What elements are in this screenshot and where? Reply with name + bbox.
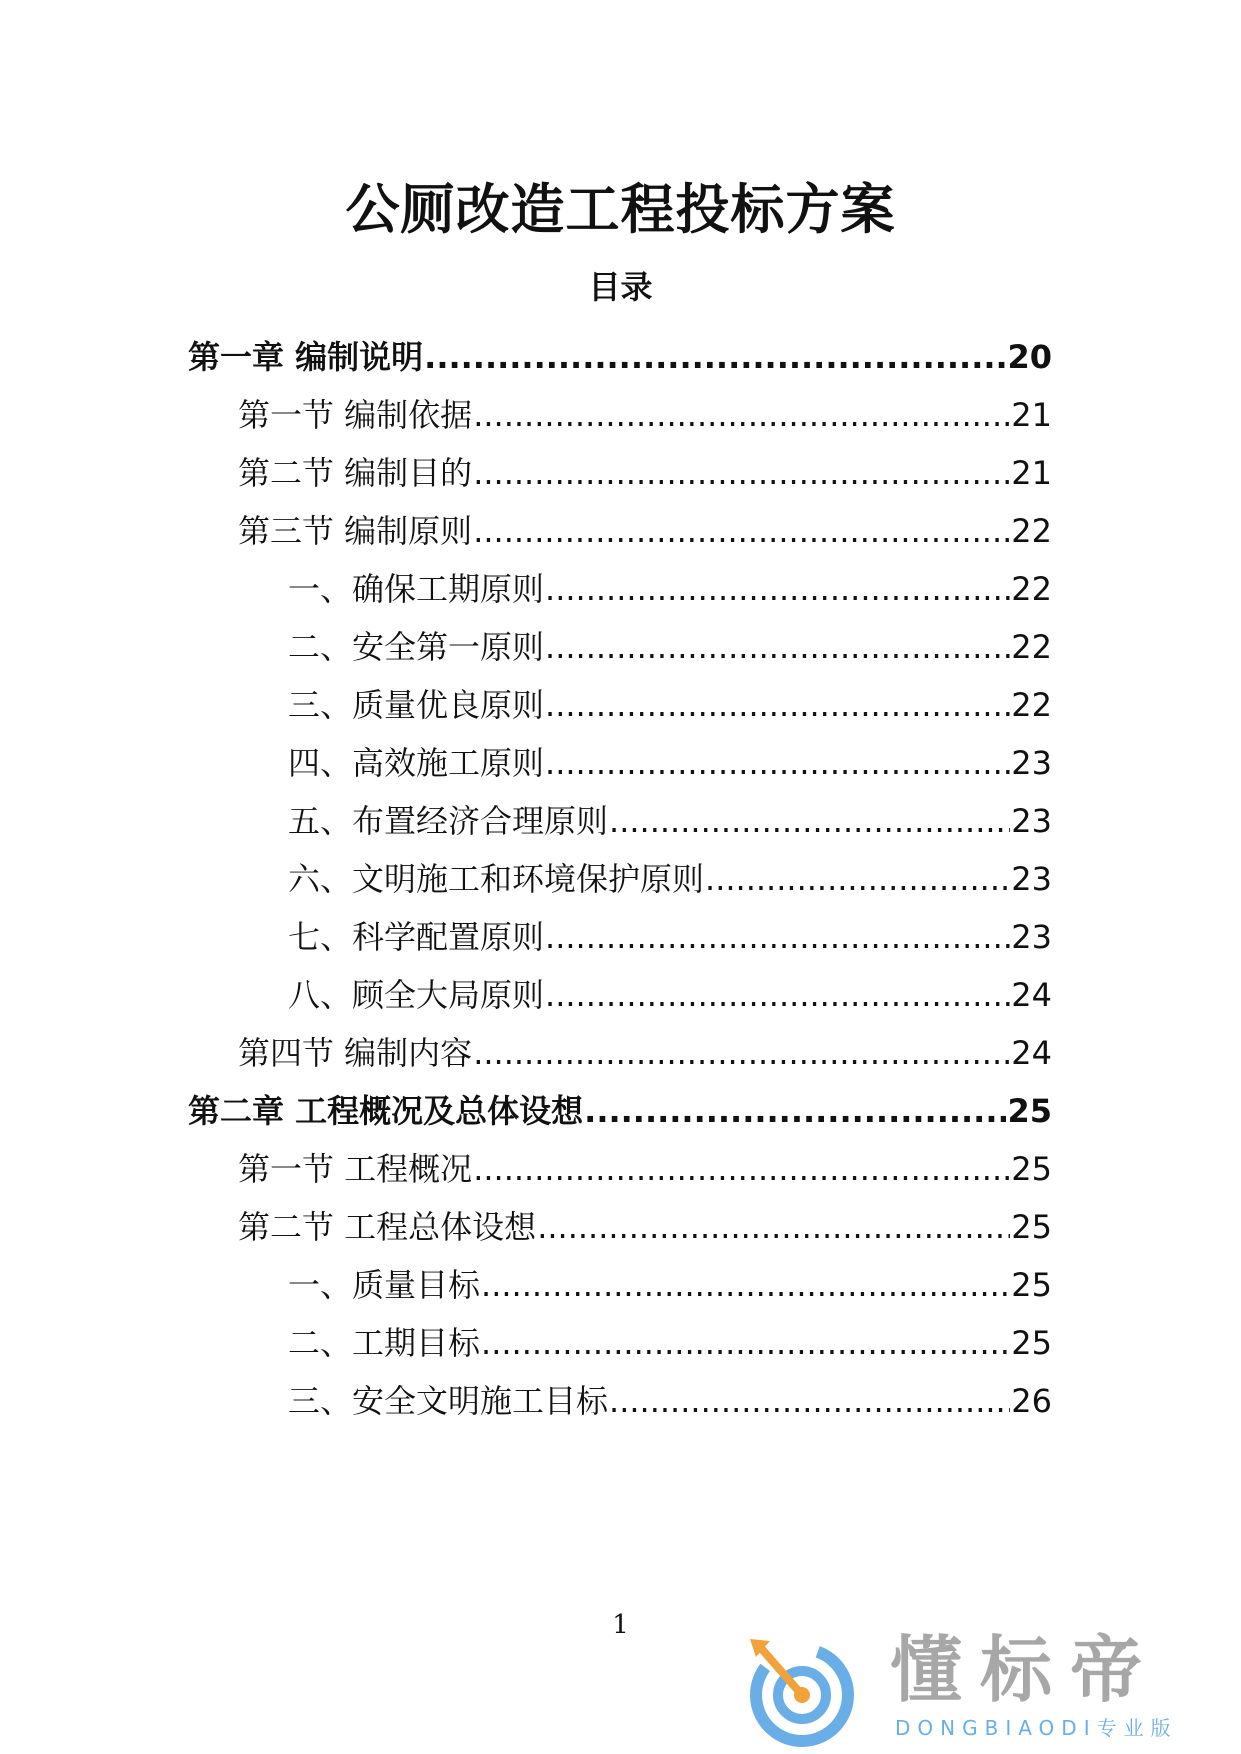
toc-entry-page: 21 [1011, 454, 1052, 492]
toc-entry-text: 二、工期目标 [288, 1324, 481, 1362]
toc-entry-text: 一、质量目标 [288, 1266, 481, 1304]
toc-entry[interactable] [238, 499, 1052, 563]
toc-entry-page: 25 [1011, 1324, 1052, 1362]
toc-entry-page: 23 [1011, 802, 1052, 840]
toc-entry-page: 23 [1011, 918, 1052, 956]
toc-entry-page: 22 [1011, 512, 1052, 550]
watermark-tagline: DONGBIAODI专业版 [895, 1716, 1178, 1740]
target-arrow-icon [740, 1625, 870, 1749]
toc-entry[interactable] [288, 1369, 1052, 1433]
toc-leader-dots [545, 615, 1010, 679]
toc-leader-dots [545, 731, 1010, 795]
document-title: 公厕改造工程投标方案 [345, 178, 896, 241]
toc-entry-page: 23 [1011, 744, 1052, 782]
toc-leader-dots [545, 557, 1010, 621]
toc-entry[interactable] [238, 1137, 1052, 1201]
watermark [740, 1625, 1220, 1749]
toc-entry-page: 22 [1011, 686, 1052, 724]
toc-leader-dots [584, 1079, 1006, 1143]
toc-entry-page: 25 [1007, 1092, 1052, 1130]
toc-leader-dots [473, 1021, 1010, 1085]
toc-leader-dots [473, 499, 1010, 563]
toc-entry[interactable] [288, 1311, 1052, 1375]
toc-entry[interactable] [238, 1195, 1052, 1259]
toc-entry[interactable] [288, 905, 1052, 969]
toc-entry-text: 第一节 编制依据 [238, 396, 473, 434]
toc-leader-dots [545, 905, 1010, 969]
toc-leader-dots [424, 325, 1006, 389]
toc-entry-page: 23 [1011, 860, 1052, 898]
toc-entry[interactable] [288, 789, 1052, 853]
toc-entry-page: 22 [1011, 570, 1052, 608]
toc-entry[interactable] [188, 1079, 1052, 1143]
toc-entry[interactable] [288, 557, 1052, 621]
toc-leader-dots [545, 673, 1010, 737]
toc-entry[interactable] [288, 673, 1052, 737]
toc-entry-page: 21 [1011, 396, 1052, 434]
toc-entry-page: 22 [1011, 628, 1052, 666]
toc-entry-page: 25 [1011, 1150, 1052, 1188]
toc-leader-dots [609, 789, 1010, 853]
toc-entry-text: 四、高效施工原则 [288, 744, 545, 782]
toc-heading: 目录 [588, 268, 653, 306]
toc-entry-page: 20 [1007, 338, 1052, 376]
toc-leader-dots [545, 963, 1010, 1027]
toc-entry-text: 五、布置经济合理原则 [288, 802, 609, 840]
toc-entry-text: 第二章 工程概况及总体设想 [188, 1092, 584, 1130]
toc-entry[interactable] [288, 731, 1052, 795]
toc-entry-text: 三、质量优良原则 [288, 686, 545, 724]
toc-entry-page: 24 [1011, 976, 1052, 1014]
toc-entry-page: 25 [1011, 1266, 1052, 1304]
page-number: 1 [612, 1610, 629, 1640]
toc-entry[interactable] [238, 441, 1052, 505]
toc-entry-text: 第一节 工程概况 [238, 1150, 473, 1188]
toc-entry-text: 二、安全第一原则 [288, 628, 545, 666]
toc-entry-page: 26 [1011, 1382, 1052, 1420]
toc-entry[interactable] [288, 847, 1052, 911]
toc-entry-text: 一、确保工期原则 [288, 570, 545, 608]
toc-entry[interactable] [288, 1253, 1052, 1317]
toc-leader-dots [537, 1195, 1010, 1259]
watermark-brand: 懂标帝 [890, 1628, 1161, 1712]
toc-entry[interactable] [238, 383, 1052, 447]
toc-entry-text: 第三节 编制原则 [238, 512, 473, 550]
toc-entry[interactable] [288, 963, 1052, 1027]
toc-entry-text: 六、文明施工和环境保护原则 [288, 860, 705, 898]
toc-entry-text: 三、安全文明施工目标 [288, 1382, 609, 1420]
toc-leader-dots [473, 1137, 1010, 1201]
toc-entry-text: 第一章 编制说明 [188, 338, 424, 376]
toc-entry[interactable] [238, 1021, 1052, 1085]
toc-entry[interactable] [188, 325, 1052, 389]
toc-leader-dots [473, 441, 1010, 505]
toc-leader-dots [609, 1369, 1010, 1433]
toc-entry-page: 24 [1011, 1034, 1052, 1072]
toc-entry-text: 八、顾全大局原则 [288, 976, 545, 1014]
toc-entry-text: 七、科学配置原则 [288, 918, 545, 956]
toc-leader-dots [481, 1253, 1010, 1317]
toc-entry-page: 25 [1011, 1208, 1052, 1246]
toc-leader-dots [705, 847, 1010, 911]
toc-entry-text: 第二节 编制目的 [238, 454, 473, 492]
toc-leader-dots [481, 1311, 1010, 1375]
toc-entry[interactable] [288, 615, 1052, 679]
toc-entry-text: 第二节 工程总体设想 [238, 1208, 537, 1246]
toc-entry-text: 第四节 编制内容 [238, 1034, 473, 1072]
toc-leader-dots [473, 383, 1010, 447]
